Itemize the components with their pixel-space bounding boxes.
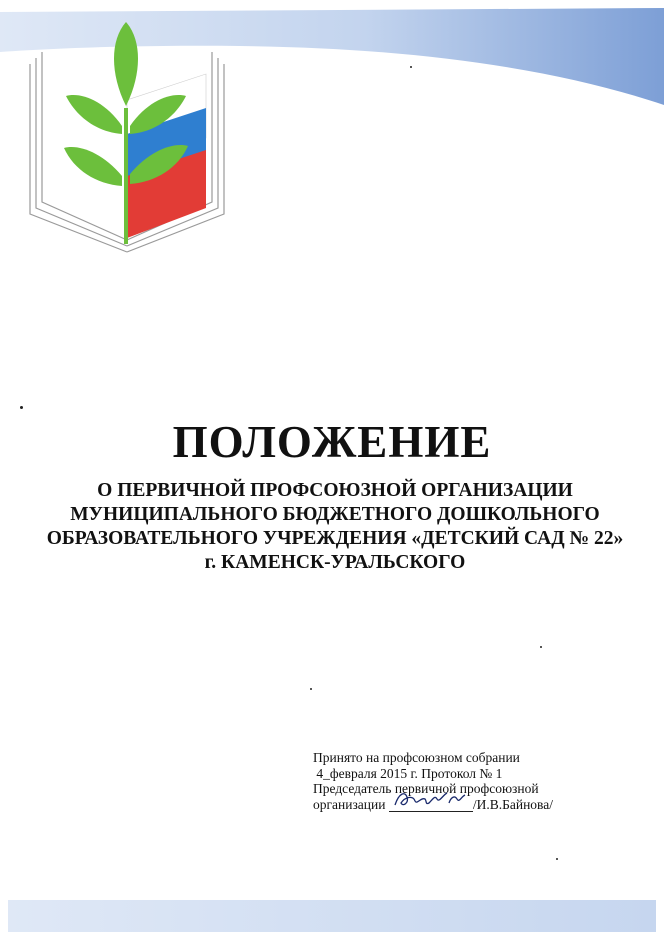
subtitle-line: ОБРАЗОВАТЕЛЬНОГО УЧРЕЖДЕНИЯ «ДЕТСКИЙ САД № 22» — [46, 528, 624, 549]
trade-union-emblem-icon — [22, 16, 232, 256]
approval-organization-label: организации — [313, 796, 386, 812]
approval-day: 4 — [316, 765, 324, 781]
approval-line-3: Председатель первичной профсоюзной — [313, 781, 539, 796]
approval-line-1: Принято на профсоюзном собрании — [313, 750, 520, 765]
approval-line-4 — [313, 797, 613, 813]
scan-speck — [310, 688, 312, 690]
approval-date-protocol: _февраля 2015 г. Протокол № 1 — [323, 765, 503, 781]
signature-icon — [391, 787, 471, 811]
signature-line — [389, 797, 473, 812]
scan-speck — [540, 646, 542, 648]
approval-block — [313, 750, 613, 812]
scan-speck — [556, 858, 558, 860]
scan-speck — [410, 66, 412, 68]
chairman-name: /И.В.Байнова/ — [472, 796, 553, 812]
document-title: ПОЛОЖЕНИЕ — [172, 417, 492, 467]
subtitle-line: МУНИЦИПАЛЬНОГО БЮДЖЕТНОГО ДОШКОЛЬНОГО — [70, 504, 600, 525]
bottom-decorative-band — [0, 896, 664, 938]
scan-speck — [20, 406, 23, 409]
subtitle-line: г. КАМЕНСК-УРАЛЬСКОГО — [204, 552, 466, 573]
subtitle-line: О ПЕРВИЧНОЙ ПРОФСОЮЗНОЙ ОРГАНИЗАЦИИ — [97, 480, 573, 501]
document-subtitle — [40, 479, 630, 575]
approval-line-2 — [313, 766, 613, 782]
